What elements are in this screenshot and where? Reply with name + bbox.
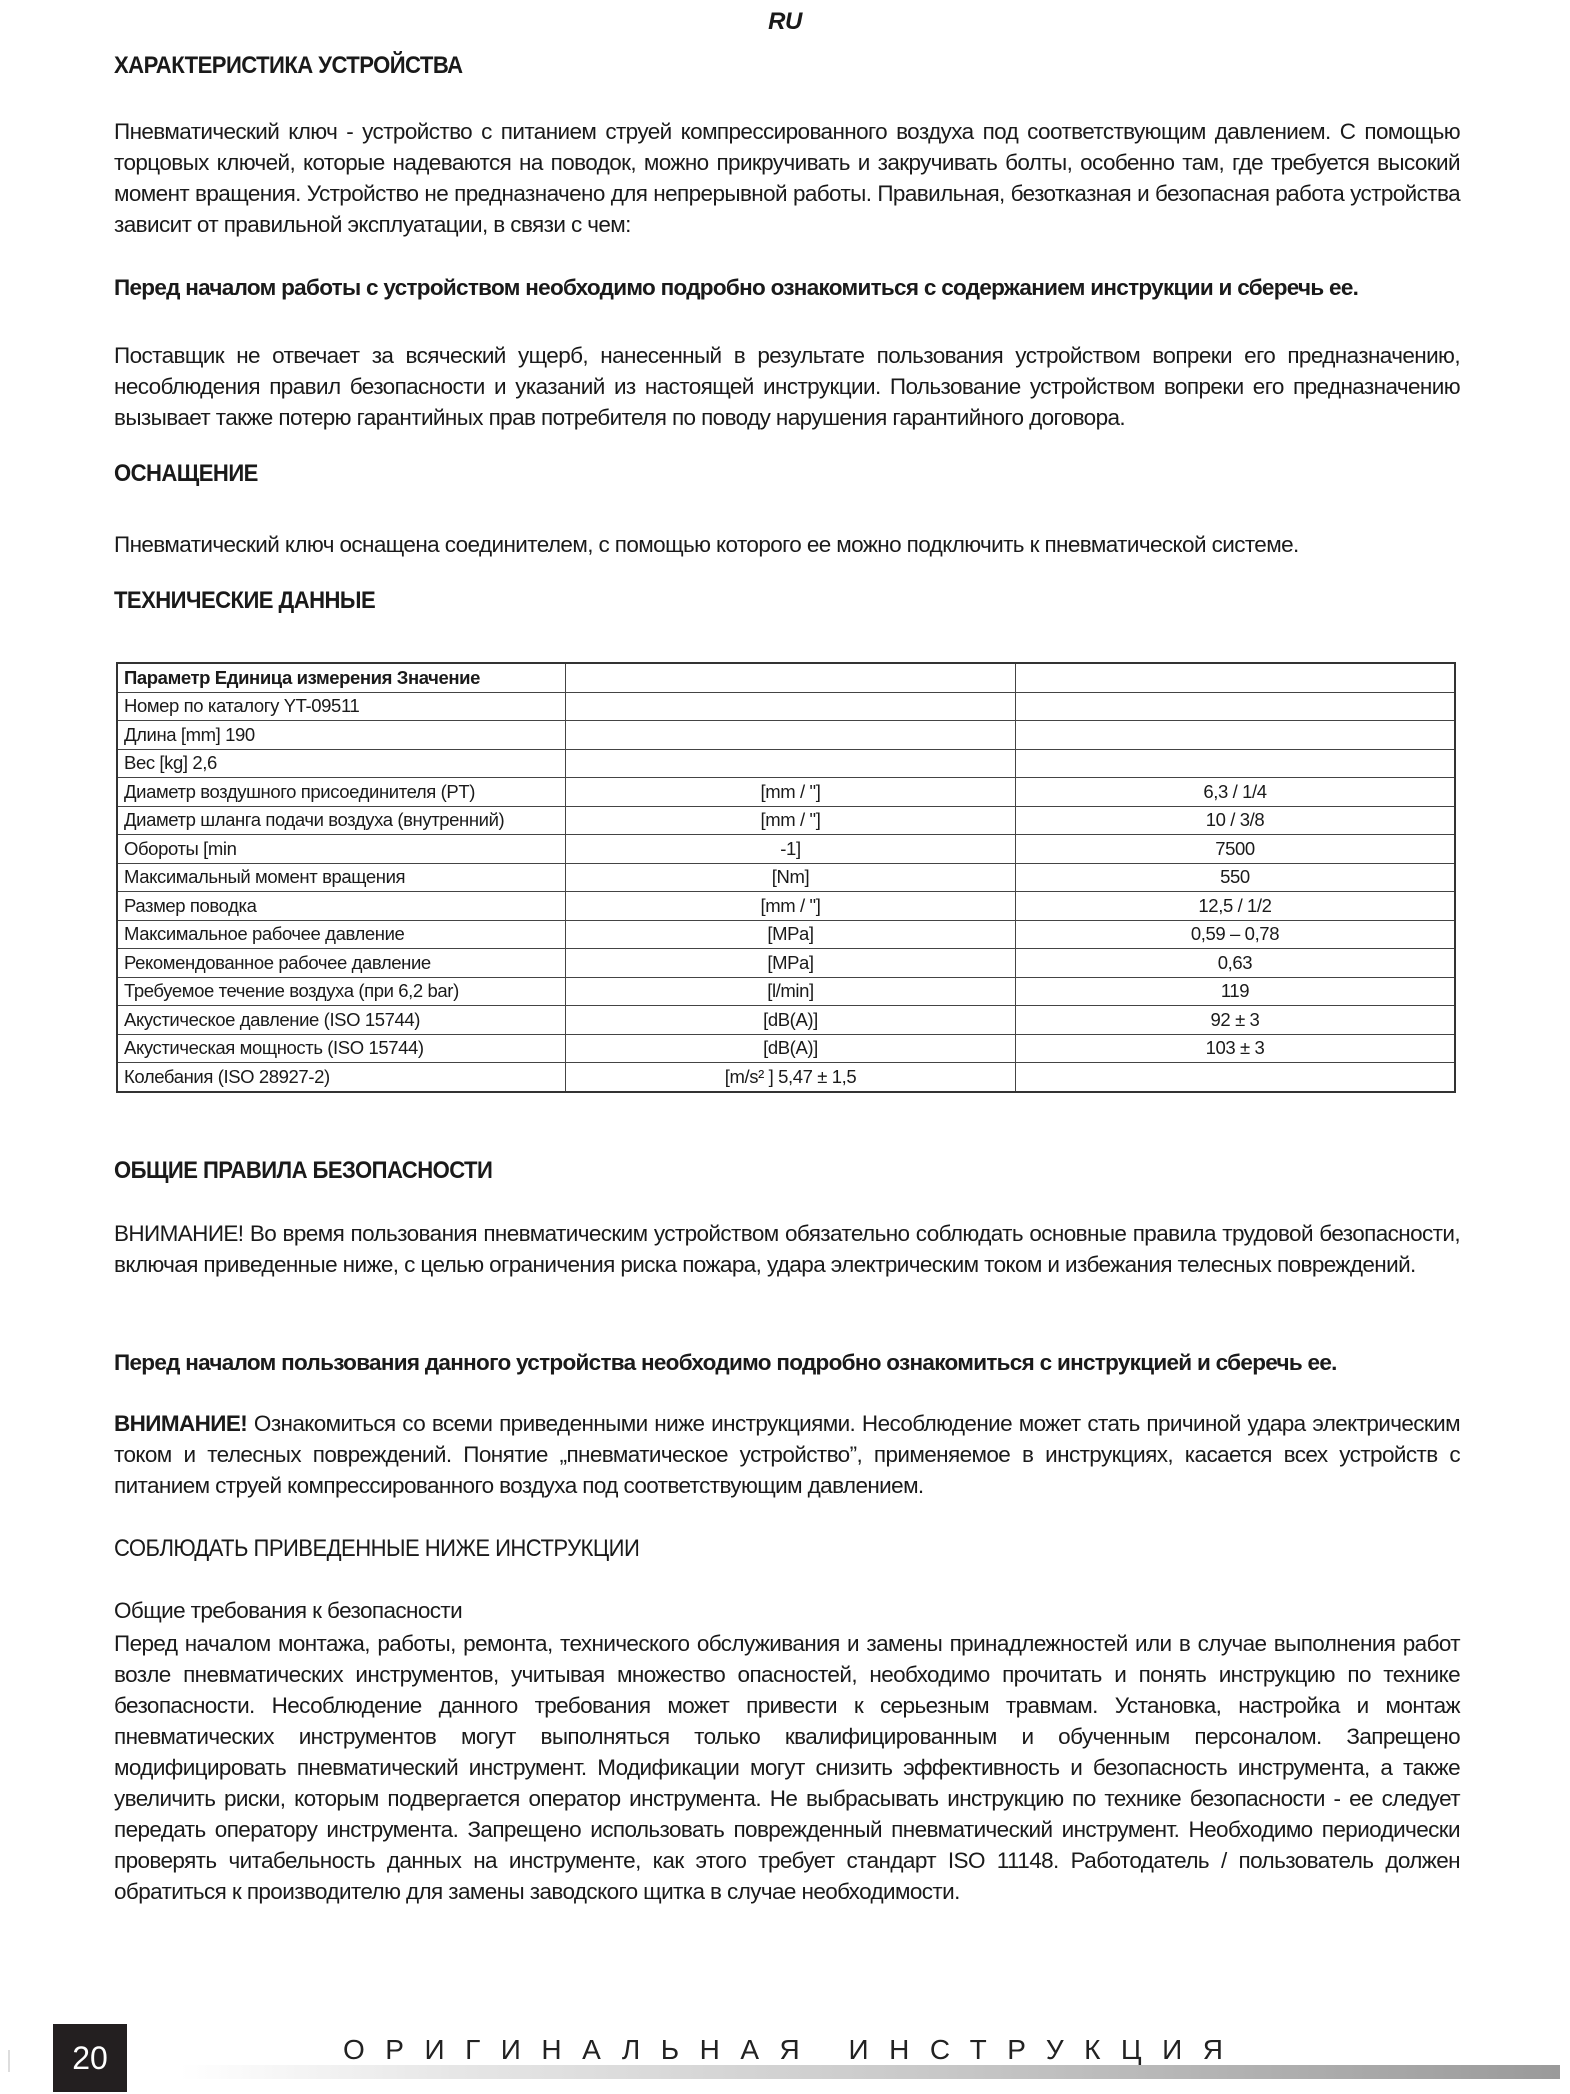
table-row: [117, 949, 1455, 978]
table-row: [117, 692, 1455, 721]
table-cell-c2: [566, 749, 1016, 778]
safety-warning-paragraph: ВНИМАНИЕ! Во время пользования пневматическим устройством обязательно соблюдать основные правила трудовой безопасности, включая приведенные ниже, с целью ограничения риска пожара, удара электрическим током и избежания телесных повреждений.: [114, 1221, 1460, 1277]
table-row: [117, 1006, 1455, 1035]
table-cell-c3: 119: [1016, 977, 1456, 1006]
table-cell-c2: [MPa]: [566, 949, 1016, 978]
safety-bold-note: Перед началом пользования данного устройства необходимо подробно ознакомиться с инструкцией и сберечь ее.: [114, 1350, 1337, 1375]
table-cell-c2: [mm / "]: [566, 892, 1016, 921]
table-row: [117, 806, 1455, 835]
table-row: [117, 1063, 1455, 1092]
table-cell-c2: [566, 721, 1016, 750]
table-row: [117, 778, 1455, 807]
table-cell-c1: Диаметр воздушного присоединителя (PT): [117, 778, 566, 807]
table-cell-c1: Акустическое давление (ISO 15744): [117, 1006, 566, 1035]
characteristics-bold-note: Перед началом работы с устройством необходимо подробно ознакомиться с содержанием инструкции и сберечь ее.: [114, 275, 1359, 300]
general-requirements-paragraph: Перед началом монтажа, работы, ремонта, технического обслуживания и замены принадлежностей или в случае выполнения работ возле пневматических инструментов, учитывая множество опасностей, необходимо прочитать и понять инструкцию по технике безопасности. Несоблюдение данного требования может привести к серьезным травмам. Установка, настройка и монтаж пневматических инструментов могут выполняться только квалифицированным и обученным персоналом. Запрещено модифицировать пневматический инструмент. Модификации могут снизить эффективность и безопасность инструмента, а также увеличить риски, которым подвергается оператор инструмента. Не выбрасывать инструкцию по технике безопасности - ее следует передать оператору инструмента. Запрещено использовать поврежденный пневматический инструмент. Необходимо периодически проверять читабельность данных на инструменте, как этого требует стандарт ISO 11148. Работодатель / пользователь должен обратиться к производителю для замены заводского щитка в случае необходимости.: [114, 1631, 1460, 1904]
table-cell-c3: 10 / 3/8: [1016, 806, 1456, 835]
table-row: [117, 835, 1455, 864]
table-cell-c1: Вес [kg] 2,6: [117, 749, 566, 778]
equipment-paragraph: Пневматический ключ оснащена соединителем, с помощью которого ее можно подключить к пневматической системе.: [114, 532, 1299, 557]
table-cell-c3: 0,63: [1016, 949, 1456, 978]
page-number: 20: [53, 2024, 127, 2092]
table-cell-c2: [m/s² ] 5,47 ± 1,5: [566, 1063, 1016, 1092]
tech-data-table: [116, 662, 1456, 1093]
table-cell-c3: 103 ± 3: [1016, 1034, 1456, 1063]
footer-title: ОРИГИНАЛЬНАЯ ИНСТРУКЦИЯ: [343, 2034, 1244, 2065]
table-row: [117, 863, 1455, 892]
table-row: [117, 892, 1455, 921]
table-cell-c3: 6,3 / 1/4: [1016, 778, 1456, 807]
page-footer: [0, 2020, 1570, 2094]
table-header-row: [117, 663, 1455, 692]
table-cell-c1: Колебания (ISO 28927-2): [117, 1063, 566, 1092]
table-cell-c3: 92 ± 3: [1016, 1006, 1456, 1035]
table-row: [117, 749, 1455, 778]
table-cell-c1: Рекомендованное рабочее давление: [117, 949, 566, 978]
table-cell-c1: Размер поводка: [117, 892, 566, 921]
table-cell-c1: Параметр Единица измерения Значение: [117, 663, 566, 692]
heading-tech-data: ТЕХНИЧЕСКИЕ ДАННЫЕ: [114, 587, 376, 614]
table-cell-c2: [566, 663, 1016, 692]
general-requirements-subtitle: Общие требования к безопасности: [114, 1598, 463, 1623]
table-row: [117, 1034, 1455, 1063]
table-cell-c1: Максимальный момент вращения: [117, 863, 566, 892]
heading-follow-instructions: СОБЛЮДАТЬ ПРИВЕДЕННЫЕ НИЖЕ ИНСТРУКЦИИ: [114, 1535, 640, 1562]
table-cell-c2: [mm / "]: [566, 778, 1016, 807]
table-cell-c1: Обороты [min: [117, 835, 566, 864]
table-row: [117, 977, 1455, 1006]
table-cell-c3: 7500: [1016, 835, 1456, 864]
safety-warning2-paragraph: [114, 1408, 1460, 1501]
table-cell-c2: -1]: [566, 835, 1016, 864]
table-row: [117, 920, 1455, 949]
language-label: RU: [768, 8, 802, 35]
table-cell-c2: [dB(A)]: [566, 1006, 1016, 1035]
table-cell-c2: [mm / "]: [566, 806, 1016, 835]
table-cell-c2: [dB(A)]: [566, 1034, 1016, 1063]
table-row: [117, 721, 1455, 750]
table-cell-c2: [MPa]: [566, 920, 1016, 949]
heading-equipment: ОСНАЩЕНИЕ: [114, 460, 258, 487]
table-cell-c2: [Nm]: [566, 863, 1016, 892]
table-cell-c1: Диаметр шланга подачи воздуха (внутренний): [117, 806, 566, 835]
table-cell-c2: [566, 692, 1016, 721]
table-cell-c3: [1016, 721, 1456, 750]
characteristics-paragraph: Пневматический ключ - устройство с питанием струей компрессированного воздуха под соответствующим давлением. С помощью торцовых ключей, которые надеваются на поводок, можно прикручивать и закручивать болты, особенно там, где требуется высокий момент вращения. Устройство не предназначено для непрерывной работы. Правильная, безотказная и безопасная работа устройства зависит от правильной эксплуатации, в связи с чем:: [114, 119, 1460, 237]
footer-gradient-bar: [180, 2065, 1560, 2079]
footer-tick-mark: [8, 2050, 10, 2072]
table-cell-c3: [1016, 692, 1456, 721]
table-cell-c1: Требуемое течение воздуха (при 6,2 bar): [117, 977, 566, 1006]
table-cell-c3: [1016, 749, 1456, 778]
table-cell-c1: Акустическая мощность (ISO 15744): [117, 1034, 566, 1063]
warning2-text: Ознакомиться со всеми приведенными ниже инструкциями. Несоблюдение может стать причиной удара электрическим током и телесных повреждений. Понятие „пневматическое устройство”, применяемое в инструкциях, касается всех устройств с питанием струей компрессированного воздуха под соответствующим давлением.: [114, 1411, 1460, 1498]
table-cell-c3: 0,59 – 0,78: [1016, 920, 1456, 949]
table-cell-c1: Максимальное рабочее давление: [117, 920, 566, 949]
heading-safety: ОБЩИЕ ПРАВИЛА БЕЗОПАСНОСТИ: [114, 1157, 493, 1184]
table-cell-c2: [l/min]: [566, 977, 1016, 1006]
table-cell-c3: 550: [1016, 863, 1456, 892]
liability-paragraph: Поставщик не отвечает за всяческий ущерб, нанесенный в результате пользования устройством вопреки его предназначению, несоблюдения правил безопасности и указаний из настоящей инструкции. Пользование устройством вопреки его предназначению вызывает также потерю гарантийных прав потребителя по поводу нарушения гарантийного договора.: [114, 343, 1460, 430]
table-cell-c1: Длина [mm] 190: [117, 721, 566, 750]
table-cell-c3: [1016, 1063, 1456, 1092]
table-cell-c1: Номер по каталогу YT-09511: [117, 692, 566, 721]
table-cell-c3: 12,5 / 1/2: [1016, 892, 1456, 921]
heading-characteristics: ХАРАКТЕРИСТИКА УСТРОЙСТВА: [114, 52, 463, 79]
table-cell-c3: [1016, 663, 1456, 692]
warning-label: ВНИМАНИЕ!: [114, 1411, 248, 1436]
